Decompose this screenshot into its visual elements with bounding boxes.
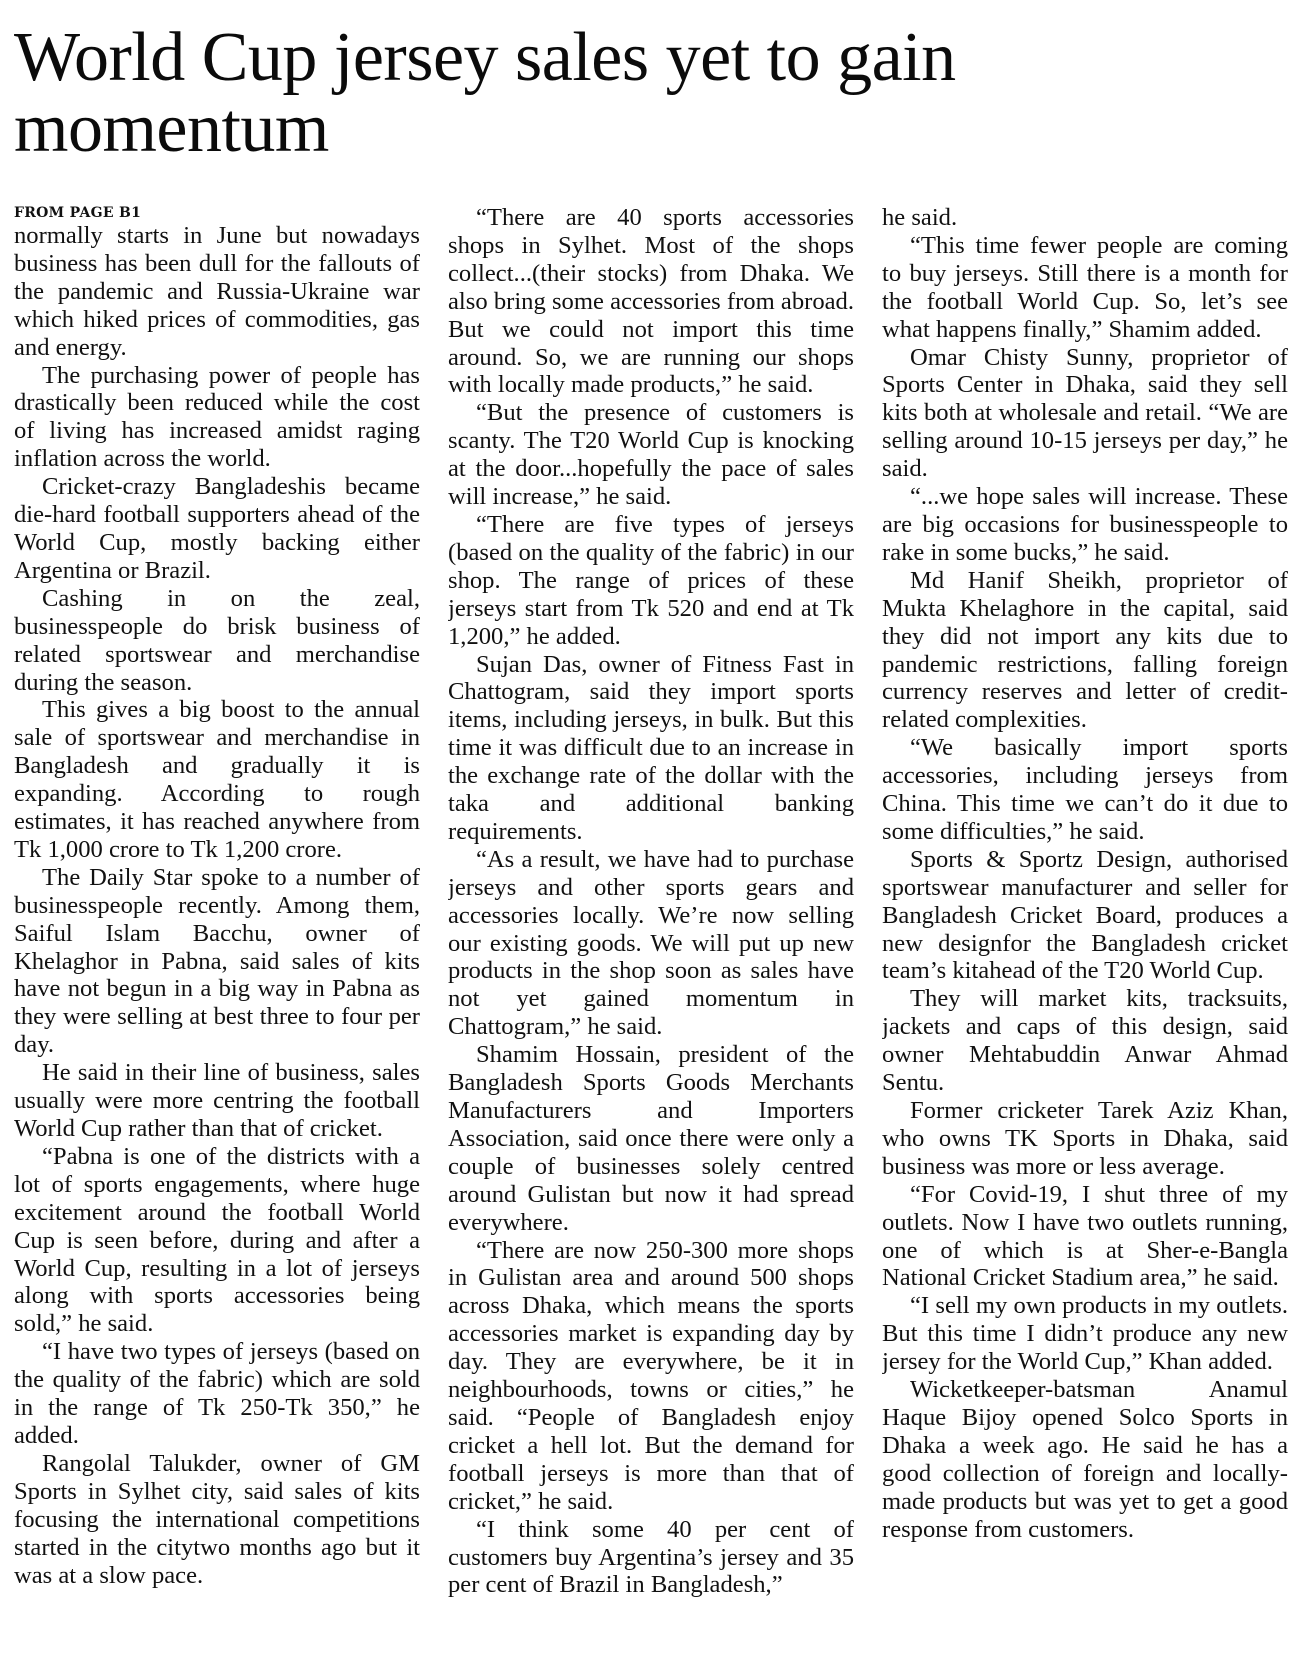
paragraph: “...we hope sales will increase. These are big occasions for businesspeople to rake in some bucks,” he said.: [882, 483, 1288, 566]
column-1: [14, 204, 420, 1644]
paragraph: They will market kits, tracksuits, jackets and caps of this design, said owner Mehtabuddin Anwar Ahmad Sentu.: [882, 985, 1288, 1097]
headline: World Cup jersey sales yet to gain momentum: [14, 19, 956, 167]
paragraph: Omar Chisty Sunny, proprietor of Sports Center in Dhaka, said they sell kits both at wholesale and retail. “We are selling around 10-15 jerseys per day,” he said.: [882, 343, 1288, 483]
paragraph: Sports & Sportz Design, authorised sportswear manufacturer and seller for Bangladesh Cricket Board, produces a new designfor the Bangladesh cricket team’s kitahead of the T20 World Cup.: [882, 845, 1288, 985]
paragraph: The purchasing power of people has drastically been reduced while the cost of living has increased amidst raging inflation across the world.: [14, 361, 420, 473]
paragraph: “For Covid-19, I shut three of my outlets. Now I have two outlets running, one of which is at Sher-e-Bangla National Cricket Stadium area,” he said.: [882, 1180, 1288, 1292]
paragraph: “But the presence of customers is scanty. The T20 World Cup is knocking at the door...hopefully the pace of sales will increase,” he said.: [448, 399, 854, 511]
paragraph: “As a result, we have had to purchase jerseys and other sports gears and accessories locally. We’re now selling our existing goods. We will put up new products in the shop soon as sales have not yet gained momentum in Chattogram,” he said.: [448, 845, 854, 1041]
paragraph: “Pabna is one of the districts with a lot of sports engagements, where huge excitement around the football World Cup is seen before, during and after a World Cup, resulting in a lot of jerseys along with sports accessories being sold,” he said.: [14, 1142, 420, 1338]
article-body: [14, 204, 1291, 1644]
paragraph: “There are now 250-300 more shops in Gulistan area and around 500 shops across Dhaka, which means the sports accessories market is expanding day by day. They are everywhere, be it in neighbourhoods, towns or cities,” he said. “People of Bangladesh enjoy cricket a hell lot. But the demand for football jerseys is more than that of cricket,” he said.: [448, 1236, 854, 1515]
paragraph: Wicketkeeper-batsman Anamul Haque Bijoy opened Solco Sports in Dhaka a week ago. He said he has a good collection of foreign and locally-made products but was yet to get a good response from customers.: [882, 1376, 1288, 1543]
paragraph: Shamim Hossain, president of the Bangladesh Sports Goods Merchants Manufacturers and Importers Association, said once there were only a couple of businesses solely centred around Gulistan but now it had spread everywhere.: [448, 1041, 854, 1236]
paragraph: He said in their line of business, sales usually were more centring the football World Cup rather than that of cricket.: [14, 1059, 420, 1142]
continued-from-label: FROM PAGE B1: [14, 205, 142, 221]
paragraph: This gives a big boost to the annual sale of sportswear and merchandise in Bangladesh and gradually it is expanding. According to rough estimates, it has reached anywhere from Tk 1,000 crore to Tk 1,200 crore.: [14, 696, 420, 863]
paragraph: “We basically import sports accessories, including jerseys from China. This time we can’t do it due to some difficulties,” he said.: [882, 734, 1288, 845]
paragraph: The Daily Star spoke to a number of businesspeople recently. Among them, Saiful Islam Bacchu, owner of Khelaghor in Pabna, said sales of kits have not begun in a big way in Pabna as they were selling at best three to four per day.: [14, 863, 420, 1059]
paragraph: Former cricketer Tarek Aziz Khan, who owns TK Sports in Dhaka, said business was more or less average.: [882, 1097, 1288, 1180]
column-2: [448, 204, 854, 1644]
column-3: [882, 204, 1288, 1644]
paragraph: “There are 40 sports accessories shops in Sylhet. Most of the shops collect...(their stocks) from Dhaka. We also bring some accessories from abroad. But we could not import this time around. So, we are running our shops with locally made products,” he said.: [448, 204, 854, 399]
paragraph: Cashing in on the zeal, businesspeople do brisk business of related sportswear and merchandise during the season.: [14, 584, 420, 696]
paragraph: Md Hanif Sheikh, proprietor of Mukta Khelaghore in the capital, said they did not import any kits due to pandemic restrictions, falling foreign currency reserves and letter of credit-related complexities.: [882, 566, 1288, 734]
paragraph: Rangolal Talukder, owner of GM Sports in Sylhet city, said sales of kits focusing the international competitions started in the citytwo months ago but it was at a slow pace.: [14, 1449, 420, 1589]
paragraph: he said.: [882, 204, 958, 231]
paragraph: Sujan Das, owner of Fitness Fast in Chattogram, said they import sports items, including jerseys, in bulk. But this time it was difficult due to an increase in the exchange rate of the dollar with the taka and additional banking requirements.: [448, 650, 854, 845]
paragraph: “I think some 40 per cent of customers buy Argentina’s jersey and 35 per cent of Brazil in Bangladesh,”: [448, 1515, 854, 1599]
paragraph: “There are five types of jerseys (based on the quality of the fabric) in our shop. The range of prices of these jerseys start from Tk 520 and end at Tk 1,200,” he added.: [448, 510, 854, 650]
paragraph: “I sell my own products in my outlets. But this time I didn’t produce any new jersey for the World Cup,” Khan added.: [882, 1292, 1288, 1376]
paragraph: “I have two types of jerseys (based on the quality of the fabric) which are sold in the range of Tk 250-Tk 350,” he added.: [14, 1338, 420, 1449]
paragraph: normally starts in June but nowadays business has been dull for the fallouts of the pandemic and Russia-Ukraine war which hiked prices of commodities, gas and energy.: [14, 222, 420, 361]
paragraph: “This time fewer people are coming to buy jerseys. Still there is a month for the football World Cup. So, let’s see what happens finally,” Shamim added.: [882, 231, 1288, 343]
paragraph: Cricket-crazy Bangladeshis became die-hard football supporters ahead of the World Cup, mostly backing either Argentina or Brazil.: [14, 473, 420, 584]
